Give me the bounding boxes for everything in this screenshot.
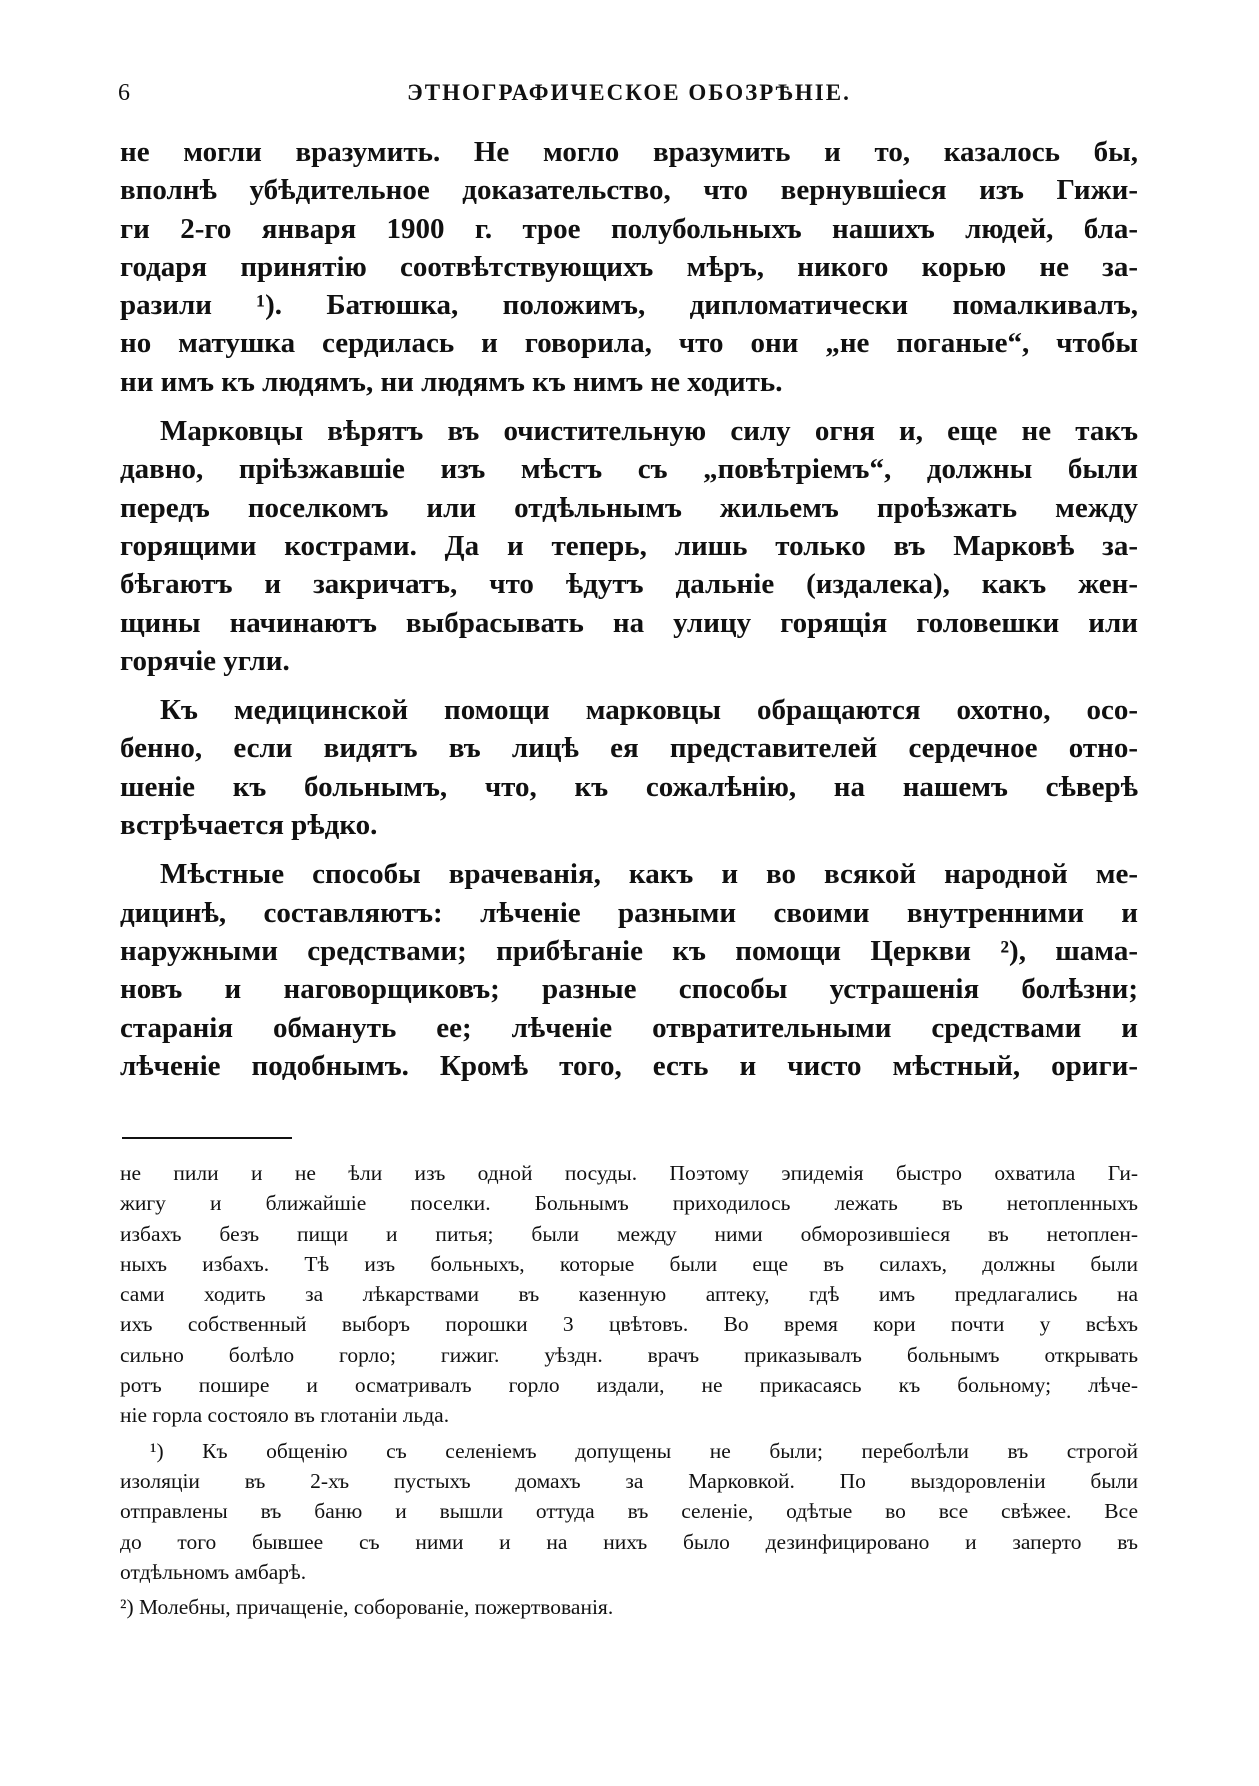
text-line: шеніе къ больнымъ, что, къ сожалѣнію, на нашемъ сѣверѣ [120,770,1138,803]
text-line: Марковцы вѣрятъ въ очистительную силу огня и, еще не такъ [160,415,1138,448]
footnote-1 [120,1436,1138,1587]
text-line: старанія обмануть ее; лѣченіе отвратительными средствами и [120,1011,1138,1044]
text-line: бенно, если видятъ въ лицѣ ея представителей сердечное отно- [120,732,1138,765]
footnote-line: до того бывшее съ ними и на нихъ было дезинфицировано и заперто въ [120,1529,1138,1554]
text-line: встрѣчается рѣдко. [120,809,378,842]
footnote-line: жигу и ближайшіе поселки. Больнымъ приходилось лежать въ нетопленныхъ [120,1191,1138,1216]
footnote-line: ніе горла состояло въ глотаніи льда. [120,1403,450,1428]
text-line: давно, пріѣзжавшіе изъ мѣстъ съ „повѣтріемъ“, должны были [120,453,1138,486]
footnote-line: не пили и не ѣли изъ одной посуды. Поэтому эпидемія быстро охватила Ги- [120,1161,1138,1185]
text-line: не могли вразумить. Не могло вразумить и то, казалось бы, [120,136,1138,168]
paragraph [120,855,1138,1085]
footnote-line: ¹) Къ общенію съ селеніемъ допущены не были; переболѣли въ строгой [150,1438,1138,1463]
footnote-2 [120,1592,1138,1622]
text-line: годаря принятію соотвѣтствующихъ мѣръ, никого корью не за- [120,250,1138,283]
footnote-line: отдѣльномъ амбарѣ. [120,1559,307,1584]
text-line: дицинѣ, составляютъ: лѣченіе разными своими внутренними и [120,896,1138,929]
journal-title: ЭТНОГРАФИЧЕСКОЕ ОБОЗРѢНІЕ. [407,80,851,105]
text-line: но матушка сердилась и говорила, что они „не поганые“, чтобы [120,327,1138,360]
page-number: 6 [118,80,130,106]
main-text [120,133,1138,1085]
footnote-line: ротъ пошире и осматривалъ горло издали, не прикасаясь къ больному; лѣче- [120,1373,1138,1398]
text-line: щины начинаютъ выбрасывать на улицу горящія головешки или [120,606,1138,639]
footnote-line: ²) Молебны, причащеніе, соборованіе, пожертвованія. [120,1595,614,1620]
paragraph [120,412,1138,680]
text-line: новъ и наговорщиковъ; разные способы устрашенія болѣзни; [120,973,1138,1006]
text-line: Мѣстные способы врачеванія, какъ и во всякой народной ме- [160,858,1138,891]
footnote-line: ныхъ избахъ. Тѣ изъ больныхъ, которые были еще въ силахъ, должны были [120,1251,1138,1276]
text-line: ги 2-го января 1900 г. трое полубольныхъ нашихъ людей, бла- [120,212,1138,245]
footnote-continuation [120,1158,1138,1431]
text-line: лѣченіе подобнымъ. Кромѣ того, есть и чисто мѣстный, ориги- [120,1049,1138,1082]
footnote-line: ихъ собственный выборъ порошки 3 цвѣтовъ. Во время кори почти у всѣхъ [120,1312,1138,1337]
text-line: горящими кострами. Да и теперь, лишь только въ Марковѣ за- [120,529,1138,562]
footnote-line: сами ходить за лѣкарствами въ казенную аптеку, гдѣ имъ предлагались на [120,1282,1138,1307]
footnotes [120,1158,1138,1622]
text-line: горячіе угли. [120,644,290,677]
paragraph [120,133,1138,401]
text-line: Къ медицинской помощи марковцы обращаются охотно, осо- [160,694,1138,727]
text-line: ни имъ къ людямъ, ни людямъ къ нимъ не ходить. [120,365,783,398]
running-head [118,78,1140,108]
footnote-line: изоляціи въ 2-хъ пустыхъ домахъ за Марковкой. По выздоровленіи были [120,1468,1138,1493]
text-line: бѣгаютъ и закричатъ, что ѣдутъ дальніе (издалека), какъ жен- [120,568,1138,601]
paragraph [120,691,1138,844]
text-line: наружными средствами; прибѣганіе къ помощи Церкви ²), шама- [120,934,1138,967]
footnote-line: сильно болѣло горло; гижиг. уѣздн. врачъ приказывалъ больнымъ открывать [120,1342,1138,1367]
text-line: вполнѣ убѣдительное доказательство, что вернувшіеся изъ Гижи- [120,174,1138,207]
text-line: передъ поселкомъ или отдѣльнымъ жильемъ проѣзжать между [120,491,1138,524]
text-line: разили ¹). Батюшка, положимъ, дипломатически помалкивалъ, [120,289,1138,322]
footnote-divider [122,1137,292,1139]
footnote-line: избахъ безъ пищи и питья; были между ними обморозившіеся въ нетоплен- [120,1221,1138,1246]
footnote-line: отправлены въ баню и вышли оттуда въ селеніе, одѣтые во все свѣжее. Все [120,1499,1138,1524]
